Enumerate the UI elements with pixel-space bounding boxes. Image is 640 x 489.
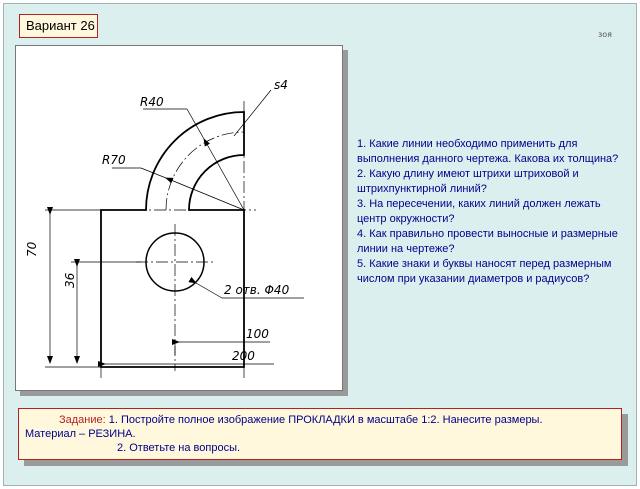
dimension-200-label: 200 <box>232 349 255 363</box>
technical-drawing <box>15 45 343 391</box>
task-box <box>18 408 622 460</box>
task-line-2: Материал – РЕЗИНА. <box>25 428 136 440</box>
task-text-1: 1. Постройте полное изображение ПРОКЛАДКИ в масштабе 1:2. Нанесите размеры. <box>105 414 543 426</box>
holes-label: 2 отв. Φ40 <box>224 283 290 297</box>
gasket-outline <box>101 112 244 367</box>
radius-40-label: R40 <box>140 95 164 109</box>
dimension-70-label: 70 <box>25 241 39 257</box>
dimension-lines <box>50 90 304 364</box>
hole-circle <box>146 233 204 291</box>
task-line-1 <box>25 413 615 427</box>
task-line-3: 2. Ответьте на вопросы. <box>117 442 241 454</box>
task-label: Задание: <box>59 414 106 426</box>
dimension-36-label: 36 <box>63 272 77 288</box>
drawing-svg <box>16 46 344 392</box>
radius-70-label: R70 <box>102 153 126 167</box>
thickness-label: s4 <box>274 78 288 92</box>
dimension-100-label: 100 <box>246 327 269 341</box>
watermark: зоя <box>598 30 612 39</box>
variant-label: Вариант 26 <box>19 14 98 38</box>
center-lines <box>134 101 256 371</box>
questions-text: 1. Какие линии необходимо применить для выполнения данного чертежа. Какова их толщина? 2. Какую длину имеют штрихи штриховой и штрихпунктирной линий? 3. На пересечении, каких линий должен лежать центр окружности? 4. Как правильно провести выносные и размерные линии на чертеже? 5. Какие знаки и буквы наносят перед размерным числом при указании диаметров и радиусов? <box>357 138 619 285</box>
extension-lines <box>45 210 244 378</box>
